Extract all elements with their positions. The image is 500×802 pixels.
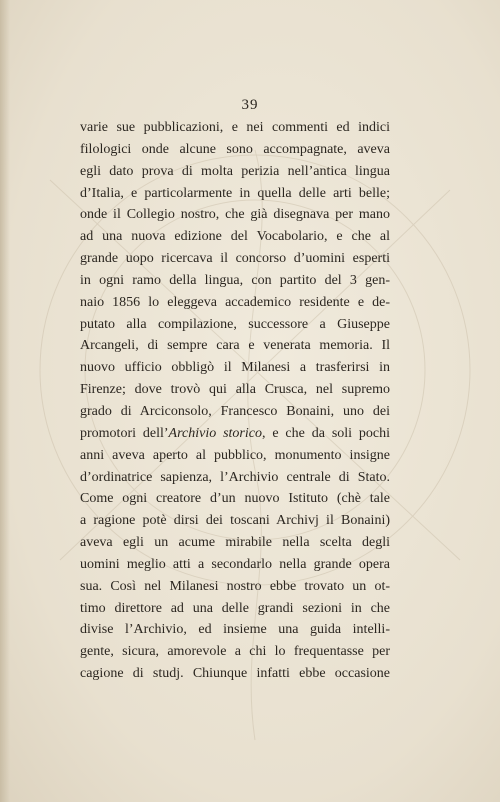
text-line: naio 1856 lo eleggeva accademico residente e de- [80, 294, 390, 310]
body-text [80, 117, 390, 685]
page-edge-shadow [0, 0, 10, 802]
text-line: a ragione potè dirsi dei toscani Archivj il Bonaini) [80, 513, 390, 529]
text-line: cagione di studj. Chiunque infatti ebbe occasione [80, 666, 390, 682]
text-line: filologici onde alcune sono accompagnate, aveva [80, 141, 390, 157]
text-line: sua. Così nel Milanesi nostro ebbe trovato un ot- [80, 578, 390, 594]
text-line: nuovo ufficio obbligò il Milanesi a trasferirsi in [80, 360, 390, 376]
text-line: varie sue pubblicazioni, e nei commenti ed indici [80, 120, 390, 135]
text-line: ad una nuova edizione del Vocabolario, e che al [80, 229, 390, 245]
text-line: uomini meglio atti a secondarlo nella grande opera [80, 556, 390, 572]
text-line: onde il Collegio nostro, che già disegnava per mano [80, 207, 390, 223]
page-number: 39 [241, 97, 259, 113]
text-line: gente, sicura, amorevole a chi lo frequentasse per [80, 644, 390, 660]
text-line: grande uopo ricercava il concorso d’uomini esperti [80, 251, 390, 267]
text-line: divise l’Archivio, ed insieme una guida intelli- [80, 622, 390, 638]
text-line: Firenze; dove trovò qui alla Crusca, nel supremo [80, 382, 390, 398]
text-line: timo direttore ad una delle grandi sezioni in che [80, 600, 390, 616]
text-line: egli dato prova di molta perizia nell’antica lingua [80, 163, 390, 179]
periodical-title: Archivio storico [168, 425, 262, 441]
text-line: anni aveva aperto al pubblico, monumento insigne [80, 447, 390, 463]
text-line: grado di Arciconsolo, Francesco Bonaini, uno dei [80, 403, 390, 419]
text-line: putato alla compilazione, successore a Giuseppe [80, 316, 390, 332]
text-line: d’Italia, e particolarmente in quella delle arti belle; [80, 185, 390, 201]
text-line: d’ordinatrice sapienza, l’Archivio centrale di Stato. [80, 469, 390, 485]
text-line: Arcangeli, di sempre cara e venerata memoria. Il [80, 338, 390, 354]
text-line: promotori dell’Archivio storico, e che da soli pochi [80, 425, 391, 441]
text-line: in ogni ramo della lingua, con partito del 3 gen- [80, 272, 390, 288]
text-line: aveva egli un acume mirabile nella scelta degli [80, 535, 390, 551]
text-line: Come ogni creatore d’un nuovo Istituto (chè tale [80, 491, 390, 507]
